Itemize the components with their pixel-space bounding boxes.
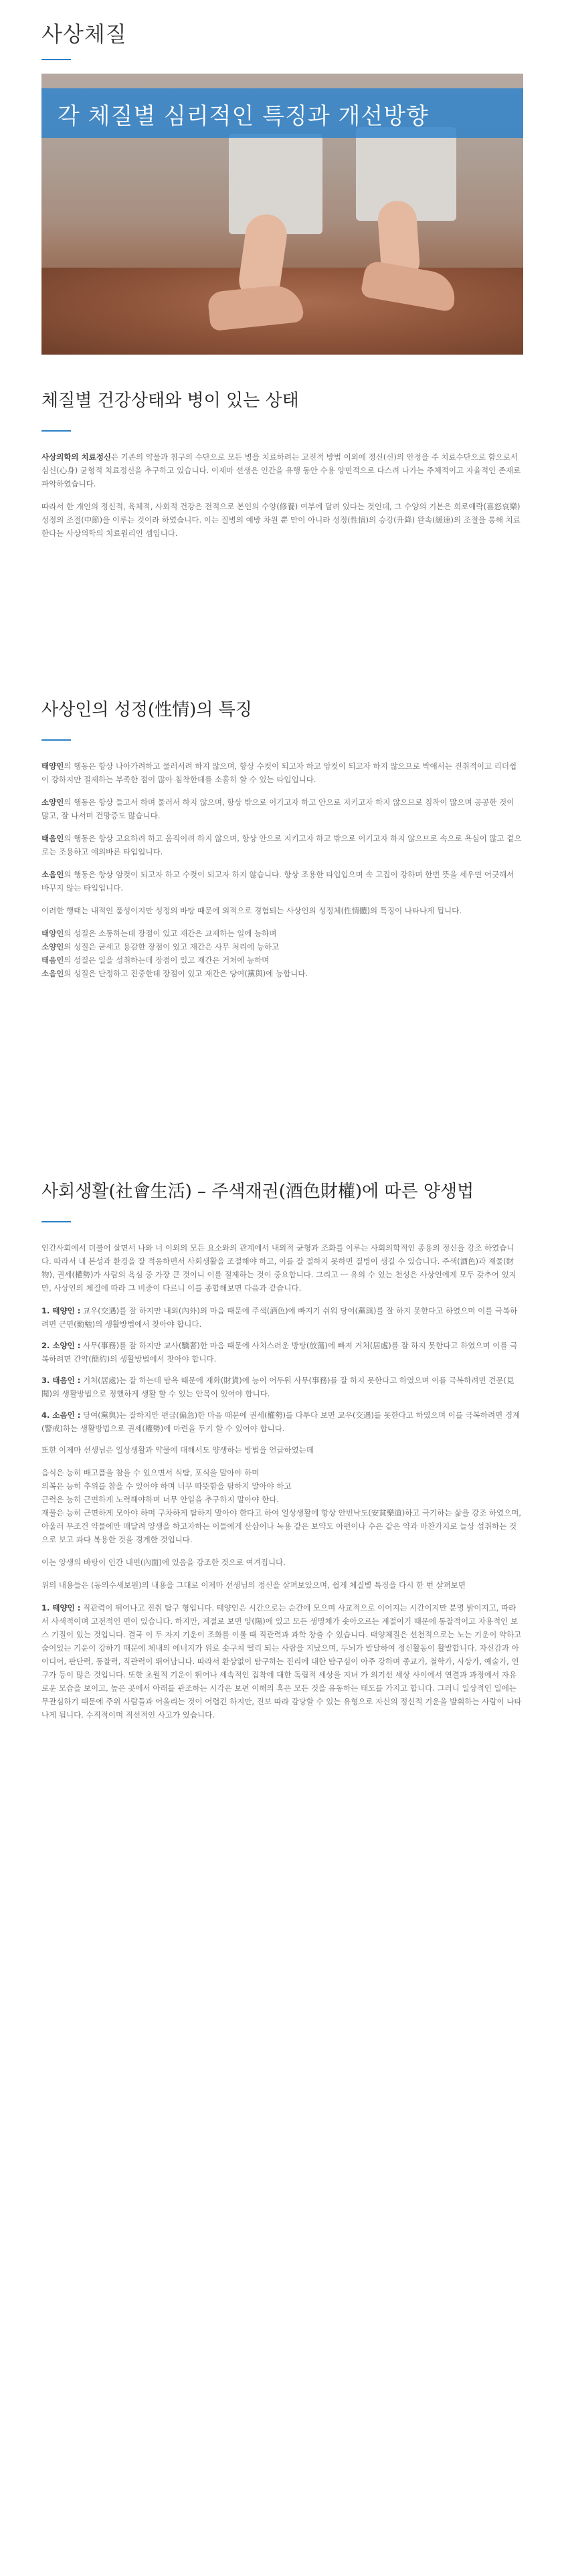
- section-social-life: [41, 1178, 523, 1730]
- list-item: [41, 759, 523, 786]
- item-text: 의 행동은 항상 들고서 하며 물러서 하지 않으며, 항상 밖으로 이기고자 하고 안으로 지키고자 하지 않으므로 침착이 많으며 공공한 것이 많고, 잘 나서며 건망증도 많습니다.: [41, 798, 514, 820]
- term: 태음인: [41, 834, 64, 843]
- page-title: 사상체질: [41, 21, 127, 47]
- paragraph: 위의 내용들은 (동의수세보원)의 내용을 그대로 이제마 선생님의 정신을 살펴보았으며, 쉽게 체질별 특징을 다시 한 번 살펴보면: [41, 1580, 466, 1590]
- list-item: [41, 1339, 523, 1366]
- term: 소음인: [41, 870, 64, 879]
- text-block: [41, 1466, 523, 1546]
- term: 소양인: [41, 942, 64, 951]
- paragraph: 이러한 행태는 내적인 품성이지만 성정의 바탕 때문에 외적으로 경험되는 사상인의 성정체(性情體)의 특징이 나타나게 됩니다.: [41, 906, 462, 915]
- page-header: [0, 0, 562, 62]
- section-divider: [41, 739, 71, 741]
- paragraph: 따라서 한 개인의 정신적, 육체적, 사회적 건강은 전적으로 본인의 수양(修養) 여부에 달려 있다는 것인데, 그 수양의 기본은 희로애락(喜怒哀樂) 성정의 조절(中節)을 이루는 것이라 하였습니다. 이는 질병의 예방 차원 뿐 만이 아니라 성정(性情)의 승강(升降) 완속(緩速)의 조절을 통해 치료한다는 사상의학의 치료원리인 셈입니다.: [41, 502, 521, 538]
- list-label: 1. 태양인 :: [41, 1306, 81, 1315]
- term: 태양인: [41, 761, 64, 771]
- item-text: 의 행동은 항상 고요하려 하고 움직이려 하지 않으며, 항상 안으로 지키고자 하고 밖으로 이기고자 하지 않으므로 속으로 욕심이 많고 겉으로는 조용하고 예의바른 타입입니다.: [41, 834, 522, 856]
- paragraph: [41, 450, 523, 490]
- title-underline: [41, 59, 71, 60]
- list-item: [41, 953, 523, 967]
- item-text: 의 성질은 소통하는데 장점이 있고 재간은 교제하는 일에 능하며: [64, 929, 277, 938]
- paragraph-text: 은 기존의 약물과 침구의 수단으로 모든 병을 치료하려는 고전적 방법 이외에 정신(신)의 안정을 주 치료수단으로 함으로서 심신(心身) 균형적 치료정신을 추구하고 있습니다. 이제마 선생은 인간을 유행 동안 수용 양면적으로 다스려 나가는 주체적이고 자율적인 존재로 파악하였습니다.: [41, 452, 521, 488]
- section-temperament: [41, 696, 523, 980]
- list-item: [41, 868, 523, 895]
- text-line: 의복은 능히 추위를 참을 수 있어야 하며 너무 따뜻함을 탐하지 말아야 하고: [41, 1481, 292, 1491]
- section-heading: 체질별 건강상태와 병이 있는 상태: [41, 391, 299, 411]
- text-line: 음식은 능히 배고픔을 참을 수 있으면서 식탐, 포식을 말아야 하며: [41, 1468, 260, 1477]
- section-health-state: [41, 387, 523, 549]
- item-text: 의 성질은 굳세고 용감한 장점이 있고 재간은 사무 처리에 능하고: [64, 942, 280, 951]
- section-heading: 사상인의 성정(性情)의 특징: [41, 700, 252, 720]
- hero-image: [41, 74, 523, 355]
- section-divider: [41, 430, 71, 432]
- list-label: 4. 소음인 :: [41, 1410, 81, 1420]
- item-text: 당여(黨與)는 잘하지만 편급(偏急)한 마음 때문에 권세(權勢)를 다투다 보면 교우(交遇)를 못한다고 하였으며 이를 극복하려면 경계(警戒)하는 생활방법으로 권세(權勢)에 마련을 두기 할 수 있어야 합니다.: [41, 1410, 521, 1433]
- list-label: 2. 소양인 :: [41, 1341, 81, 1350]
- hero-title-bar: [41, 88, 523, 138]
- paragraph: 인간사회에서 더불어 살면서 나와 너 이외의 모든 요소와의 관계에서 내외적 균형과 조화를 이루는 사회의학적인 종용의 정신을 강조 하였습니다. 따라서 내 본성과 환경을 잘 적응하면서 사회생활을 조절해야 하고, 이를 잘 절하지 못하면 질병이 생길 수 있습니다. 주색(酒色)과 재물(財物), 권세(權勢)가 사람의 욕심 중 가장 큰 것이니 이를 절제하는 것이 중요합니다. 그리고 ㅡ 유의 수 있는 천성은 사상인에게 모두 갖추어 있지만, 사상인의 체질에 따라 그 비중이 다르니 이를 종합해보면 다음과 같습니다.: [41, 1243, 517, 1293]
- text-line: 재물은 능히 근면하게 모아야 하며 구차하게 탐하지 말아야 한다고 하여 일상생활에 항상 안빈낙도(安貧樂道)하고 극기하는 삶을 강조 하였으며, 아울러 무조건 약물에만 매달려 양생을 하고자하는 이들에게 산삼이나 녹용 같은 보약도 아편이나 수은 같은 약과 마찬가지로 늘상 섭취하는 것으로 보고 과다 복용한 것을 경계한 것입니다.: [41, 1508, 521, 1544]
- section-heading: 사회생활(社會生活) – 주색재권(酒色財權)에 따른 양생법: [41, 1182, 474, 1202]
- item-text: 의 성질은 단정하고 진중한데 장점이 있고 재간은 당여(黨與)에 능합니다.: [64, 969, 308, 978]
- item-text: 직관력이 뛰어나고 진취 탐구 형입니다. 태양인은 시간으로는 순간에 모으며 사교적으로 이어지는 시간이지만 분명 밝이지고, 따라서 사색적이며 고전적인 면이 있습니다. 하지만, 계절로 보면 양(陽)에 있고 모든 생명체가 솟아오르는 계절이기 때문에 통찰적이고 자용적인 보스 기질이 있는 것입니다. 결국 이 두 자지 기운이 조화를 이룰 때 직관력과 과학 창출 수 있습니다. 태양체질은 선천적으로는 노는 기운이 약하고 숨어있는 기운이 강하기 때문에 체내의 에너지가 위로 솟구쳐 떨리 되는 사람을 지났으며, 두뇌가 발달하여 정신활동이 활발합니다. 자신감과 아이디어, 판단력, 통찰력, 직관력이 뛰어납니다. 따라서 환상없이 탐구하는 진리에 대한 탐구심이 아주 강하며 종교가, 철학가, 사상가, 예술가, 연구가 등이 많은 것입니다. 또한 초월적 기운이 뛰어나 세속적인 집착에 대한 독립적 세상을 지녀 가 의기선 세상 사이에서 연결과 과정에서 자유로운 모습을 보이고, 높은 곳에서 아래를 관조하는 시각은 보편 이해의 혹은 모든 것을 유동하는 태도를 가지고 합니다. 그러니 일상적인 일에는 무관심하기 때문에 주위 사람들과 어울리는 것이 어렵긴 하지만, 진보 따라 감당할 수 있는 유형으로 자신의 정신적 기운을 발휘하는 사람이 나타나게 됩니다. 수직적이며 직선적인 사고가 있습니다.: [41, 1603, 522, 1720]
- short-list: [41, 927, 523, 980]
- list-item: [41, 1304, 523, 1331]
- list-item: [41, 832, 523, 858]
- list-item: [41, 1408, 523, 1435]
- list-label: 1. 태양인 :: [41, 1603, 81, 1613]
- item-text: 의 성질은 일을 성취하는데 장점이 있고 재간은 거처에 능하며: [64, 955, 270, 965]
- hero-title: 각 체질별 심리적인 특징과 개선방향: [58, 103, 429, 130]
- item-text: 사무(事務)를 잘 하지만 교사(驕奢)한 마음 때문에 사치스러운 방탕(放蕩)에 빠져 거처(居處)를 잘 하지 못한다고 하였으며 이를 극복하려면 간약(簡約)의 생활방법에서 찾아야 합니다.: [41, 1341, 518, 1364]
- term: 태음인: [41, 955, 64, 965]
- item-text: 의 행동은 항상 암컷이 되고자 하고 수컷이 되고자 하지 않습니다. 항상 조용한 타입입으며 속 고집이 강하며 한번 뜻을 세우면 어긋해서 바꾸지 않는 타입입니다.: [41, 870, 514, 893]
- paragraph: 이는 양생의 바탕이 인간 내면(內面)에 있음을 강조한 것으로 여겨집니다.: [41, 1558, 286, 1567]
- list-label: 3. 태음인 :: [41, 1376, 81, 1385]
- text-line: 근력은 능히 근면하게 노력해야하며 너무 안일을 추구하지 말아야 한다.: [41, 1495, 280, 1504]
- item-text: 교우(交遇)를 잘 하지만 내외(內外)의 마음 때문에 주색(酒色)에 빠지기 쉬워 당여(黨與)를 잘 하지 못한다고 하였으며 이를 극복하려면 근면(勤勉)의 생활방법에서 찾아야 합니다.: [41, 1306, 518, 1329]
- paragraph: 또한 이제마 선생님은 일상생활과 약물에 대해서도 양생하는 방법을 언급하였는데: [41, 1445, 314, 1455]
- item-text: 의 행동은 항상 나아가려하고 물러서려 하지 않으며, 항상 수컷이 되고자 하고 암컷이 되고자 하지 않으므로 박애서는 진취적이고 리더쉽이 강하지만 절제하는 부족한 점이 많아 침착한데를 소홀히 할 수 있는 타입입니다.: [41, 761, 517, 784]
- list-item: [41, 927, 523, 940]
- section-divider: [41, 1221, 71, 1222]
- term: 사상의학의 치료정신: [41, 452, 111, 462]
- list-item: [41, 940, 523, 953]
- list-item: [41, 967, 523, 980]
- item-text: 거처(居處)는 잘 하는데 탐욕 때문에 재화(財貨)에 능이 어두워 사무(事務)를 잘 하지 못한다고 하였으며 이를 극복하려면 견문(見聞)의 생활방법으로 정했하게 생활 할 수 있는 안목이 있어야 합니다.: [41, 1376, 514, 1398]
- list-item: [41, 1601, 523, 1722]
- list-item: [41, 796, 523, 822]
- term: 태양인: [41, 929, 64, 938]
- list-item: [41, 1374, 523, 1400]
- term: 소음인: [41, 969, 64, 978]
- term: 소양인: [41, 798, 64, 807]
